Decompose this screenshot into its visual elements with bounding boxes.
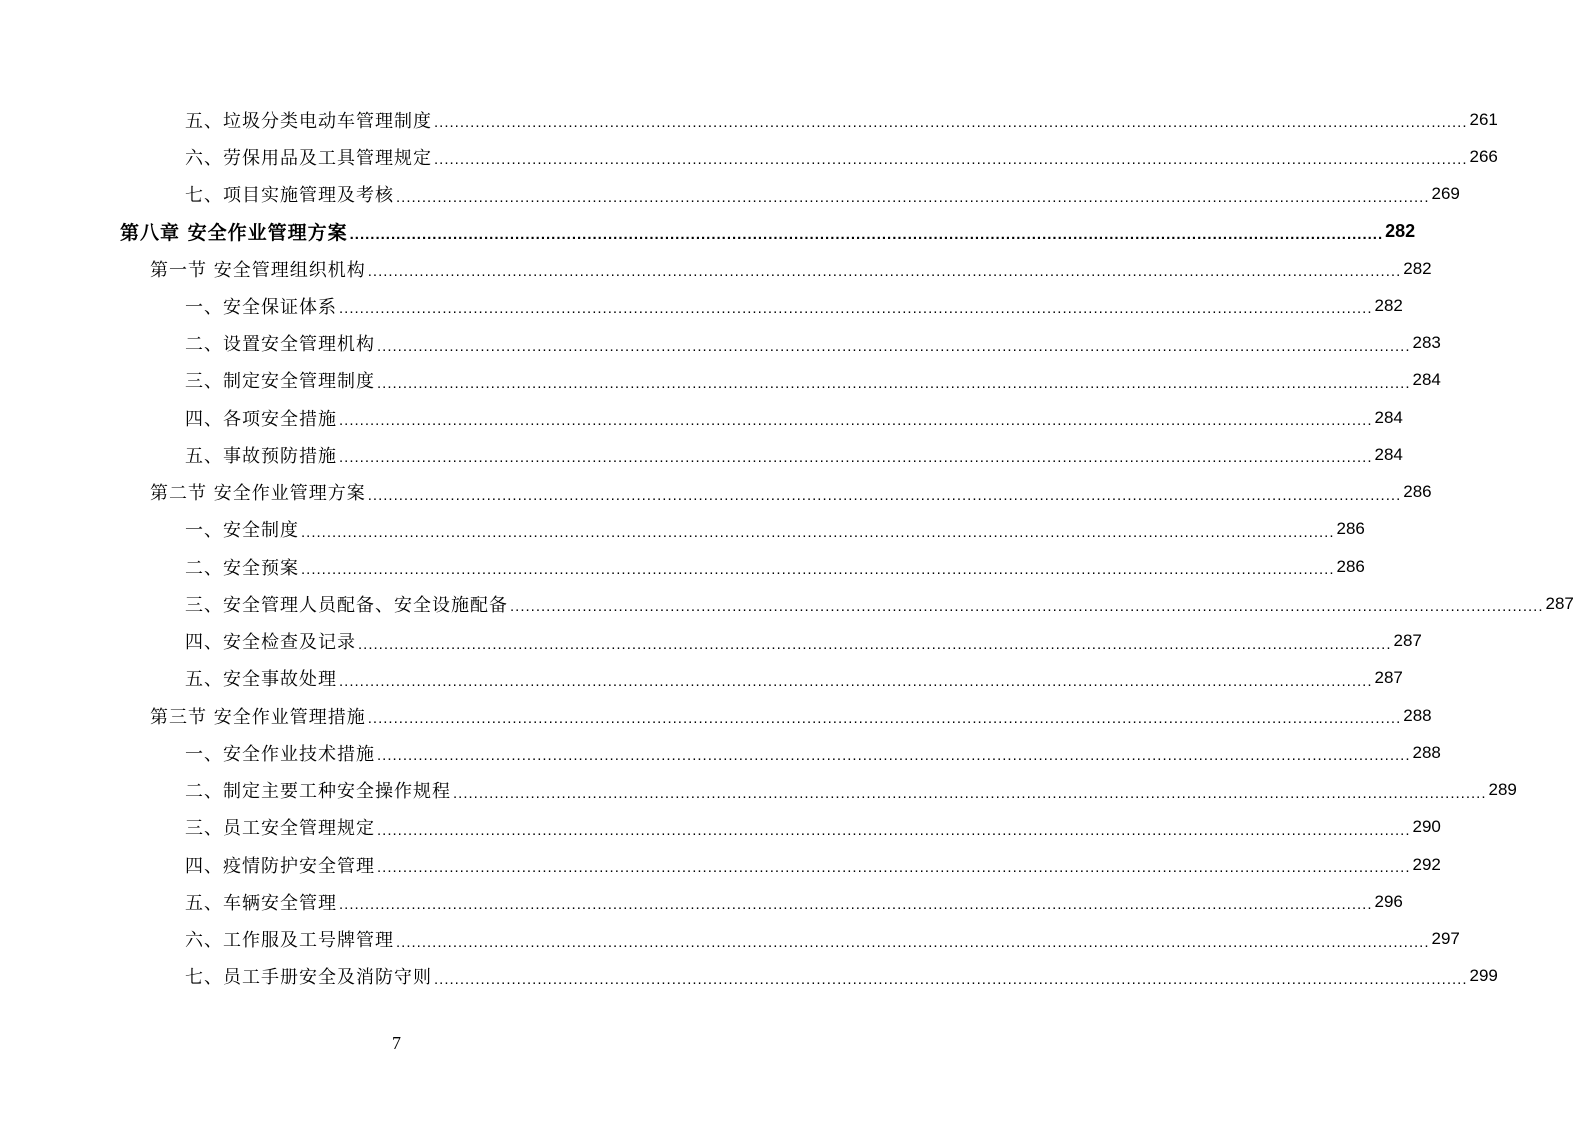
toc-entry[interactable] — [0, 176, 1460, 213]
toc-page-number: 286 — [1336, 556, 1365, 576]
toc-entry[interactable] — [0, 548, 1365, 585]
toc-page-number: 286 — [1403, 482, 1432, 502]
toc-entry-title: 四、疫情防护安全管理 — [185, 855, 375, 877]
toc-dot-leader: ........................................................................................................................................................................................................ — [339, 896, 1373, 914]
toc-dot-leader: ........................................................................................................................................................................................................ — [367, 710, 1402, 728]
toc-section-entry[interactable] — [0, 697, 1432, 734]
toc-entry-title: 五、车辆安全管理 — [185, 892, 337, 914]
table-of-contents — [0, 101, 1574, 995]
toc-dot-leader: ........................................................................................................................................................................................................ — [396, 188, 1430, 206]
toc-entry[interactable] — [0, 958, 1498, 995]
toc-dot-leader: ........................................................................................................................................................................................................ — [510, 598, 1544, 616]
toc-entry[interactable] — [0, 287, 1403, 324]
toc-entry[interactable] — [0, 846, 1441, 883]
toc-page-number: 287 — [1545, 593, 1574, 613]
toc-entry-title: 第三节 安全作业管理措施 — [150, 706, 366, 728]
toc-chapter-entry[interactable] — [0, 213, 1416, 250]
toc-entry-title: 六、劳保用品及工具管理规定 — [185, 147, 432, 169]
toc-entry-title: 第二节 安全作业管理方案 — [150, 483, 366, 505]
toc-page-number: 292 — [1412, 854, 1441, 874]
toc-dot-leader: ........................................................................................................................................................................................................ — [339, 300, 1373, 318]
toc-page-number: 266 — [1469, 146, 1498, 166]
toc-dot-leader: ........................................................................................................................................................................................................ — [349, 225, 1384, 243]
toc-page-number: 269 — [1431, 184, 1460, 204]
toc-dot-leader: ........................................................................................................................................................................................................ — [339, 412, 1373, 430]
toc-page-number: 287 — [1393, 631, 1422, 651]
toc-dot-leader: ........................................................................................................................................................................................................ — [434, 114, 1468, 132]
toc-entry-title: 一、安全作业技术措施 — [185, 743, 375, 765]
toc-page-number: 290 — [1412, 817, 1441, 837]
toc-entry-title: 七、员工手册安全及消防守则 — [185, 967, 432, 989]
toc-entry[interactable] — [0, 623, 1422, 660]
toc-page-number: 284 — [1374, 407, 1403, 427]
toc-dot-leader: ........................................................................................................................................................................................................ — [453, 784, 1487, 802]
toc-page-number: 261 — [1469, 109, 1498, 129]
toc-dot-leader: ........................................................................................................................................................................................................ — [367, 263, 1402, 281]
toc-page-number: 284 — [1374, 444, 1403, 464]
toc-entry-title: 五、安全事故处理 — [185, 669, 337, 691]
footer-page-number: 7 — [392, 1033, 401, 1053]
toc-entry-title: 三、员工安全管理规定 — [185, 818, 375, 840]
toc-dot-leader: ........................................................................................................................................................................................................ — [434, 151, 1468, 169]
toc-entry[interactable] — [0, 660, 1403, 697]
toc-entry-title: 第八章 安全作业管理方案 — [120, 221, 348, 244]
toc-entry[interactable] — [0, 883, 1403, 920]
toc-entry-title: 二、制定主要工种安全操作规程 — [185, 781, 451, 803]
toc-dot-leader: ........................................................................................................................................................................................................ — [377, 821, 1411, 839]
toc-section-entry[interactable] — [0, 474, 1432, 511]
toc-dot-leader: ........................................................................................................................................................................................................ — [434, 970, 1468, 988]
toc-page-number: 282 — [1385, 220, 1416, 241]
toc-entry[interactable] — [0, 399, 1403, 436]
toc-page-number: 296 — [1374, 891, 1403, 911]
toc-entry-title: 五、事故预防措施 — [185, 445, 337, 467]
toc-entry-title: 六、工作服及工号牌管理 — [185, 930, 394, 952]
toc-dot-leader: ........................................................................................................................................................................................................ — [377, 337, 1411, 355]
toc-entry-title: 一、安全保证体系 — [185, 296, 337, 318]
toc-dot-leader: ........................................................................................................................................................................................................ — [396, 933, 1430, 951]
toc-dot-leader: ........................................................................................................................................................................................................ — [367, 486, 1402, 504]
toc-dot-leader: ........................................................................................................................................................................................................ — [358, 635, 1392, 653]
toc-entry-title: 四、安全检查及记录 — [185, 632, 356, 654]
toc-entry[interactable] — [0, 511, 1365, 548]
toc-dot-leader: ........................................................................................................................................................................................................ — [377, 747, 1411, 765]
toc-page-number: 297 — [1431, 929, 1460, 949]
toc-section-entry[interactable] — [0, 250, 1432, 287]
toc-entry[interactable] — [0, 325, 1441, 362]
toc-page-number: 299 — [1469, 966, 1498, 986]
toc-page-number: 282 — [1374, 295, 1403, 315]
toc-entry-title: 二、安全预案 — [185, 557, 299, 579]
toc-page-number: 287 — [1374, 668, 1403, 688]
toc-dot-leader: ........................................................................................................................................................................................................ — [301, 561, 1335, 579]
toc-dot-leader: ........................................................................................................................................................................................................ — [301, 523, 1335, 541]
toc-entry[interactable] — [0, 362, 1441, 399]
toc-entry[interactable] — [0, 921, 1460, 958]
toc-page-number: 284 — [1412, 370, 1441, 390]
toc-dot-leader: ........................................................................................................................................................................................................ — [339, 672, 1373, 690]
toc-page-number: 288 — [1412, 742, 1441, 762]
toc-entry[interactable] — [0, 138, 1498, 175]
toc-entry-title: 七、项目实施管理及考核 — [185, 185, 394, 207]
toc-entry-title: 三、制定安全管理制度 — [185, 371, 375, 393]
toc-dot-leader: ........................................................................................................................................................................................................ — [377, 859, 1411, 877]
toc-entry-title: 第一节 安全管理组织机构 — [150, 259, 366, 281]
toc-entry[interactable] — [0, 436, 1403, 473]
toc-dot-leader: ........................................................................................................................................................................................................ — [339, 449, 1373, 467]
toc-entry[interactable] — [0, 734, 1441, 771]
toc-entry[interactable] — [0, 585, 1574, 622]
toc-entry[interactable] — [0, 101, 1498, 138]
toc-entry[interactable] — [0, 809, 1441, 846]
toc-entry[interactable] — [0, 772, 1517, 809]
toc-page-number: 286 — [1336, 519, 1365, 539]
toc-entry-title: 一、安全制度 — [185, 520, 299, 542]
toc-dot-leader: ........................................................................................................................................................................................................ — [377, 374, 1411, 392]
toc-entry-title: 二、设置安全管理机构 — [185, 334, 375, 356]
toc-entry-title: 三、安全管理人员配备、安全设施配备 — [185, 594, 508, 616]
toc-page-number: 289 — [1488, 780, 1517, 800]
toc-entry-title: 五、垃圾分类电动车管理制度 — [185, 110, 432, 132]
toc-entry-title: 四、各项安全措施 — [185, 408, 337, 430]
toc-page-number: 288 — [1403, 705, 1432, 725]
toc-page-number: 283 — [1412, 333, 1441, 353]
toc-page-number: 282 — [1403, 258, 1432, 278]
